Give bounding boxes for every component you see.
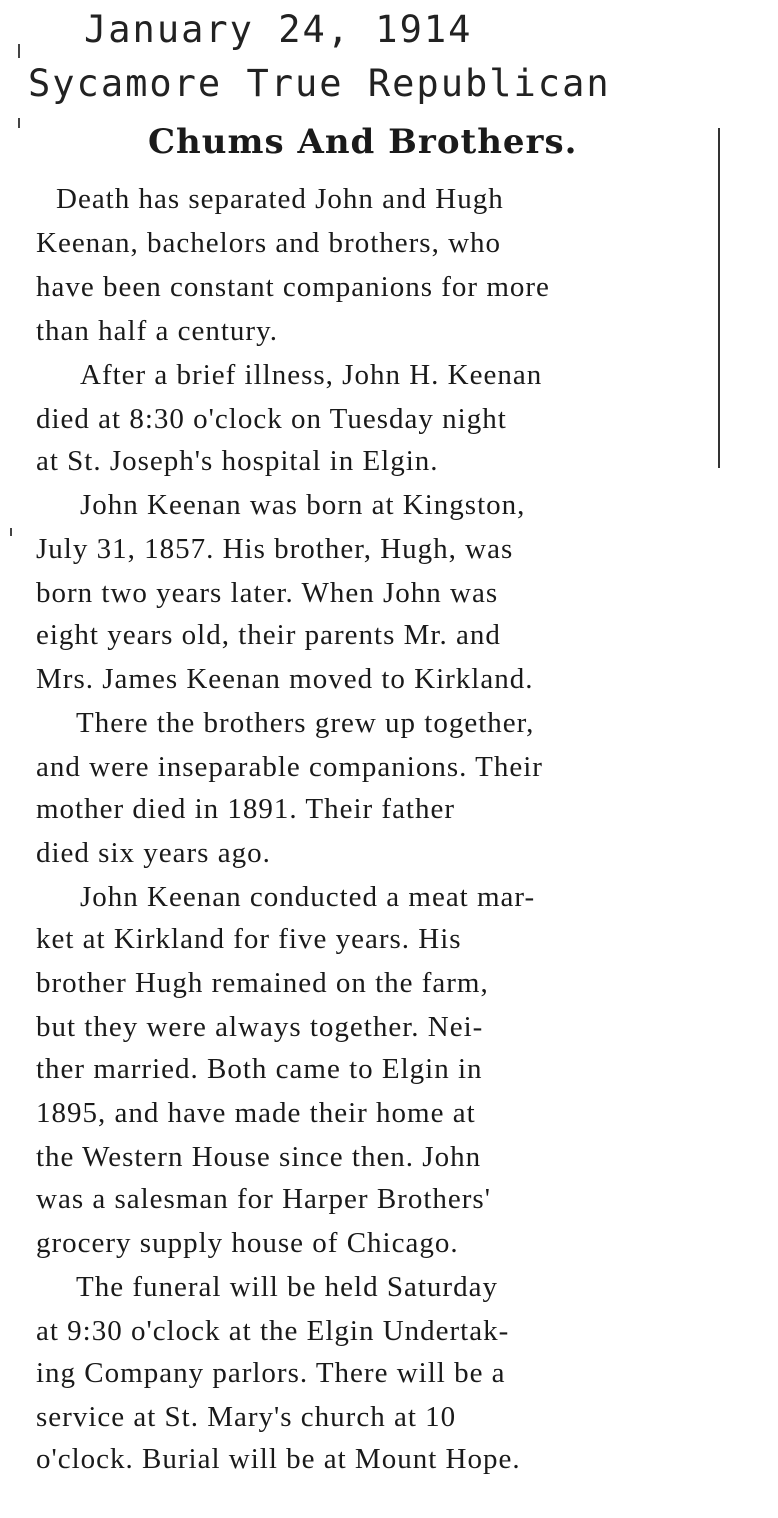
scan-edge-mark — [10, 528, 12, 536]
article-line: died at 8:30 o'clock on Tuesday night — [36, 403, 507, 435]
header-newspaper-name: Sycamore True Republican — [28, 62, 611, 105]
article-line: at 9:30 o'clock at the Elgin Undertak- — [36, 1315, 510, 1347]
article-line: died six years ago. — [36, 837, 271, 869]
article-line: have been constant companions for more — [36, 271, 550, 303]
article-line: There the brothers grew up together, — [76, 707, 535, 739]
article-line: ther married. Both came to Elgin in — [36, 1053, 483, 1085]
article-line: was a salesman for Harper Brothers' — [36, 1183, 491, 1215]
article-title: Chums And Brothers. — [148, 122, 578, 162]
article-line: and were inseparable companions. Their — [36, 751, 543, 783]
article-line: The funeral will be held Saturday — [76, 1271, 498, 1303]
article-line: Keenan, bachelors and brothers, who — [36, 227, 502, 259]
scan-edge-mark — [18, 44, 20, 58]
article-line: July 31, 1857. His brother, Hugh, was — [36, 533, 514, 565]
article-line: mother died in 1891. Their father — [36, 793, 456, 825]
article-line: born two years later. When John was — [36, 577, 499, 609]
article-line: but they were always together. Nei- — [36, 1011, 484, 1043]
header-date: January 24, 1914 — [84, 8, 473, 51]
article-line: 1895, and have made their home at — [36, 1097, 476, 1129]
article-line: the Western House since then. John — [36, 1141, 482, 1173]
article-line: John Keenan conducted a meat mar- — [80, 881, 536, 913]
article-line: grocery supply house of Chicago. — [36, 1227, 459, 1259]
scan-edge-mark — [18, 118, 20, 128]
article-line: brother Hugh remained on the farm, — [36, 967, 489, 999]
article-line: John Keenan was born at Kingston, — [80, 489, 526, 521]
article-line: o'clock. Burial will be at Mount Hope. — [36, 1443, 521, 1475]
article-line: at St. Joseph's hospital in Elgin. — [36, 445, 439, 477]
article-line: Mrs. James Keenan moved to Kirkland. — [36, 663, 534, 695]
column-rule — [718, 128, 720, 468]
article-line: After a brief illness, John H. Keenan — [80, 359, 543, 391]
article-line: eight years old, their parents Mr. and — [36, 619, 501, 651]
article-line: service at St. Mary's church at 10 — [36, 1401, 457, 1433]
article-line: than half a century. — [36, 315, 278, 347]
article-line: ing Company parlors. There will be a — [36, 1357, 506, 1389]
article-line: Death has separated John and Hugh — [56, 183, 504, 215]
article-line: ket at Kirkland for five years. His — [36, 923, 462, 955]
